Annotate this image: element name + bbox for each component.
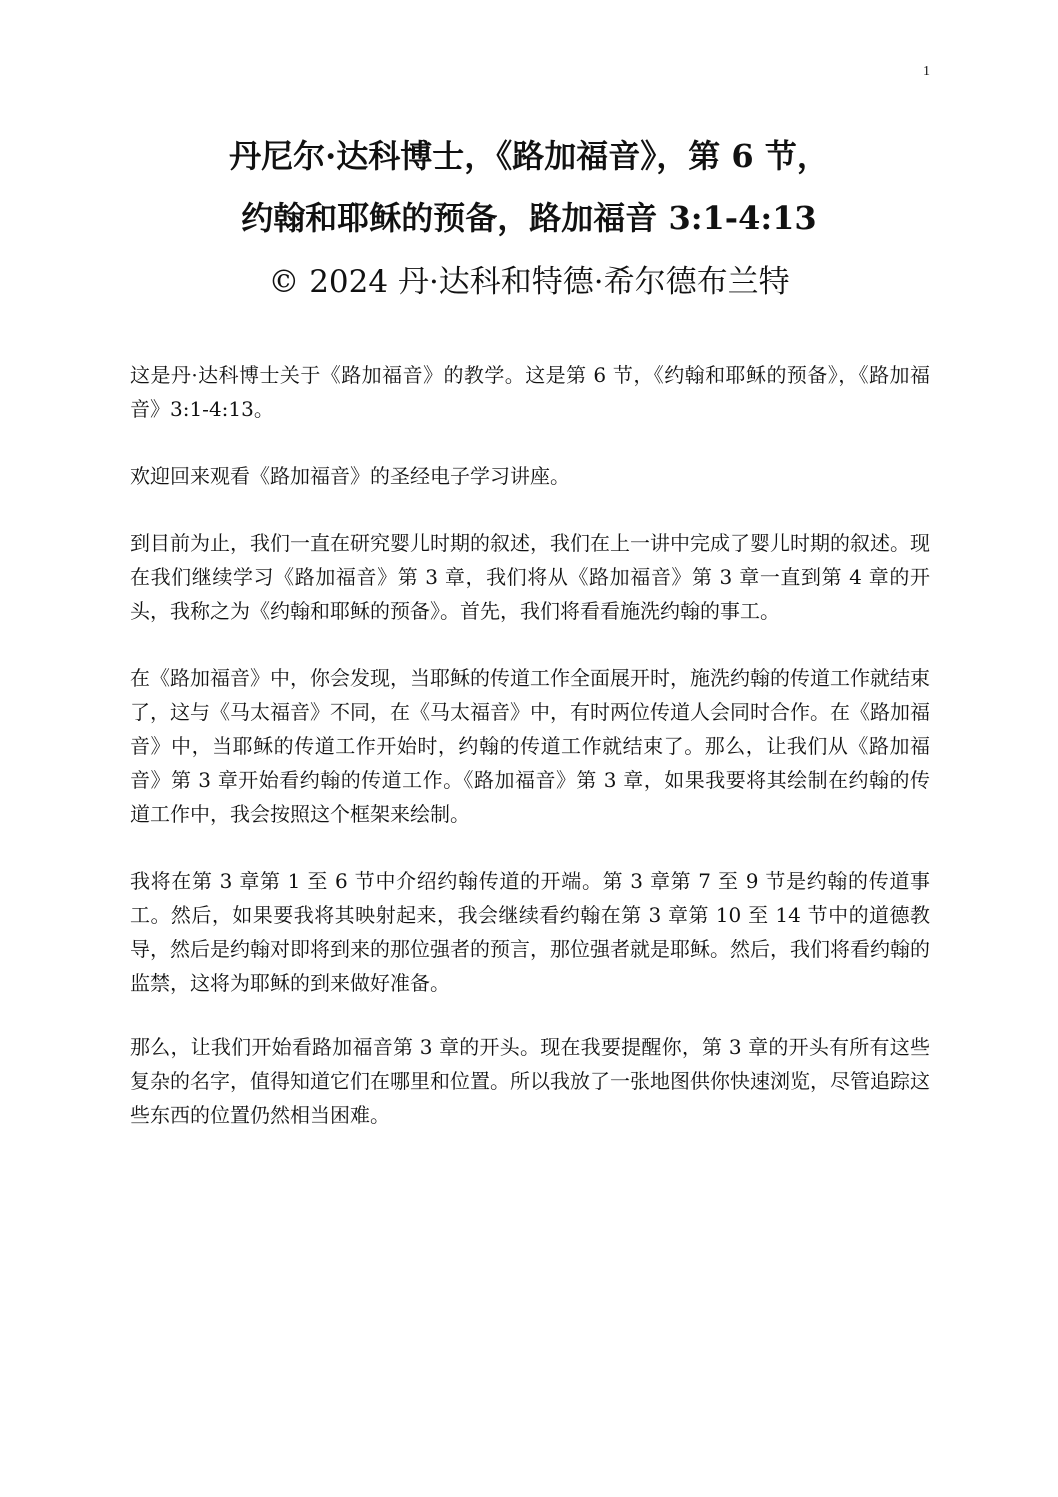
document-title-line-1: 丹尼尔·达科博士，《路加福音》，第 6 节， (229, 137, 829, 175)
paragraph-outline: 我将在第 3 章第 1 至 6 节中介绍约翰传道的开端。第 3 章第 7 至 9 节是约翰的传道事工。然后，如果要我将其映射起来，我会继续看约翰在第 3 章第 10 至 14 节中的道德教导，然后是约翰对即将到来的那位强者的预言，那位强者就是耶稣。然后，我们将看约翰的监禁，这将为耶稣的到来做好准备。 (130, 869, 930, 995)
paragraph-welcome: 欢迎回来观看《路加福音》的圣经电子学习讲座。 (130, 464, 570, 488)
paragraph-infancy-narrative: 到目前为止，我们一直在研究婴儿时期的叙述，我们在上一讲中完成了婴儿时期的叙述。现在我们继续学习《路加福音》第 3 章，我们将从《路加福音》第 3 章一直到第 4 章的开头，我称之为《约翰和耶稣的预备》。首先，我们将看看施洗约翰的事工。 (130, 531, 930, 623)
page-number: 1 (923, 64, 930, 79)
document-body (130, 358, 930, 1165)
title-block (0, 137, 1058, 300)
paragraph-john-ministry: 在《路加福音》中，你会发现，当耶稣的传道工作全面展开时，施洗约翰的传道工作就结束了，这与《马太福音》不同，在《马太福音》中，有时两位传道人会同时合作。在《路加福音》中，当耶稣的传道工作开始时，约翰的传道工作就结束了。那么，让我们从《路加福音》第 3 章开始看约翰的传道工作。《路加福音》第 3 章，如果我要将其绘制在约翰的传道工作中，我会按照这个框架来绘制。 (130, 666, 930, 826)
paragraph-chapter-3-start: 那么，让我们开始看路加福音第 3 章的开头。现在我要提醒你，第 3 章的开头有所有这些复杂的名字，值得知道它们在哪里和位置。所以我放了一张地图供你快速浏览，尽管追踪这些东西的位置仍然相当困难。 (130, 1035, 930, 1127)
copyright-line: © 2024 丹·达科和特德·希尔德布兰特 (268, 264, 790, 300)
paragraph-intro: 这是丹·达科博士关于《路加福音》的教学。这是第 6 节，《约翰和耶稣的预备》，《路加福音》3:1-4:13。 (130, 363, 930, 421)
document-title-line-2: 约翰和耶稣的预备，路加福音 3:1-4:13 (241, 199, 817, 237)
